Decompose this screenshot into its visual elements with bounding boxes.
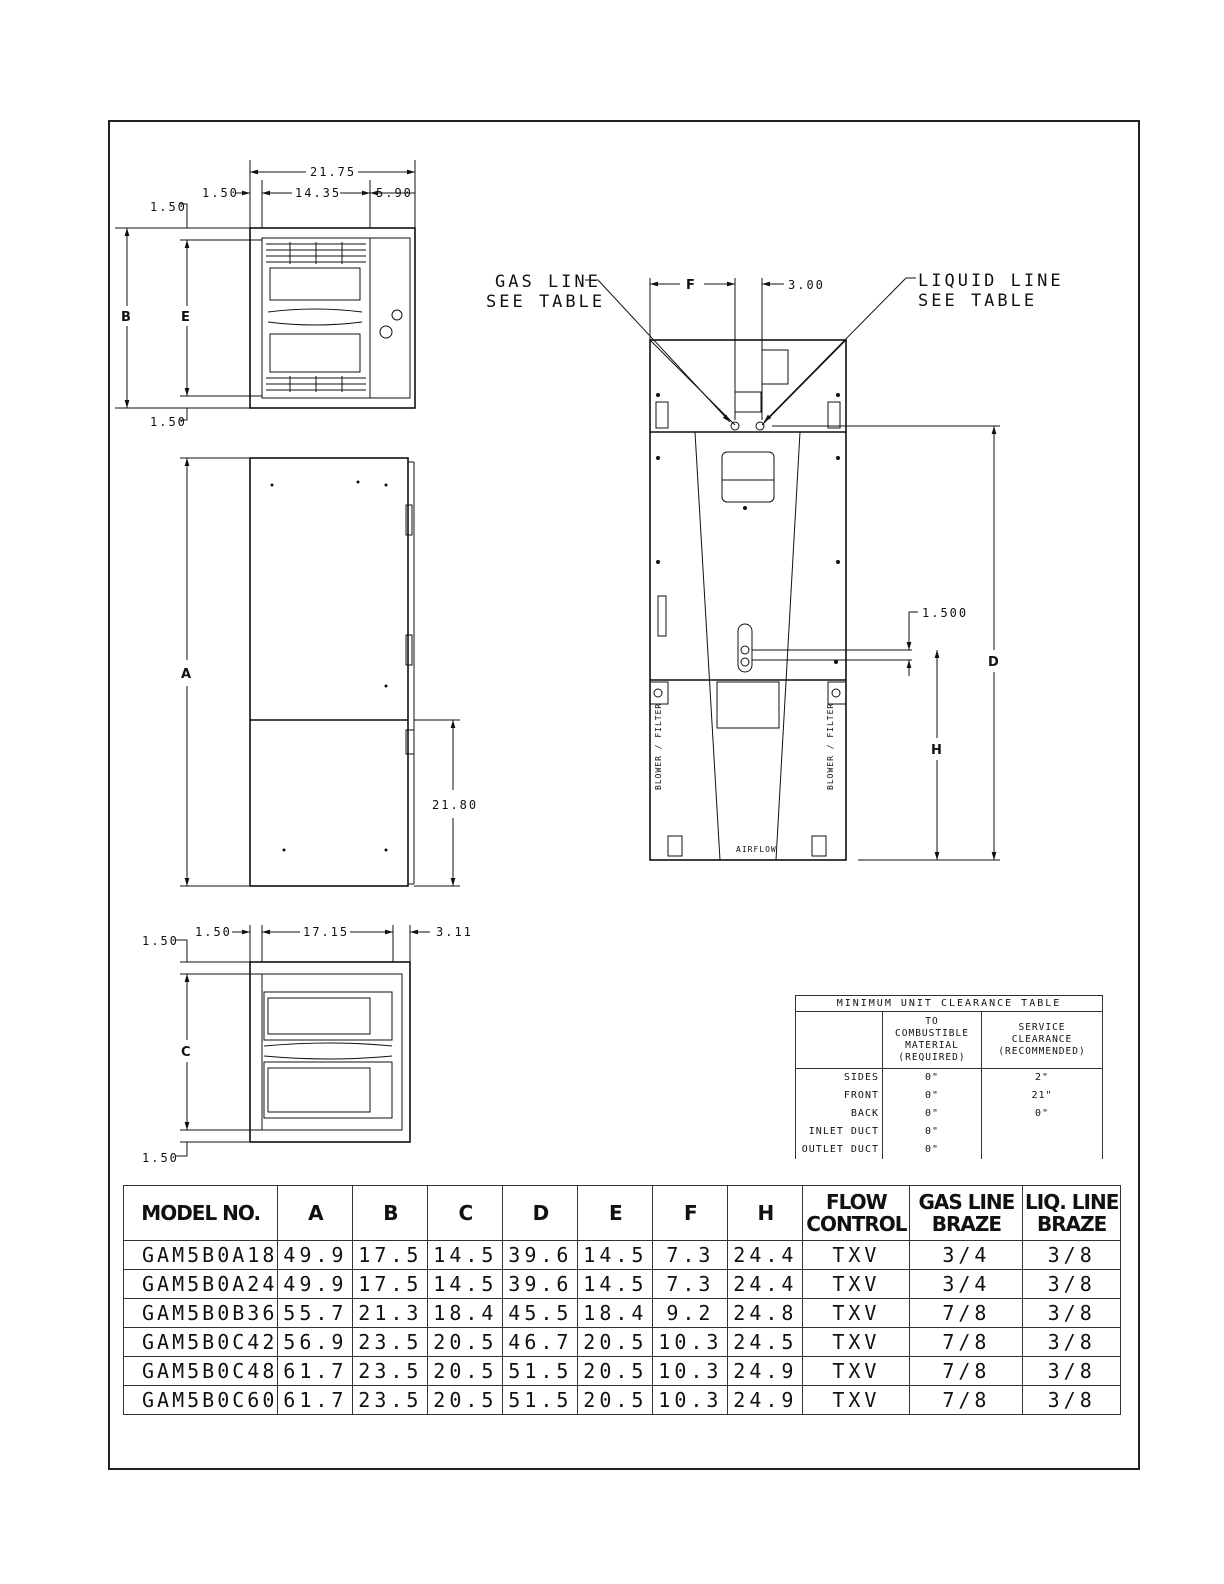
liquid-line-callout-1: LIQUID LINE — [918, 271, 1064, 291]
front-view-outline — [650, 340, 846, 860]
side-view — [180, 458, 478, 886]
gas-line-callout-1: GAS LINE — [495, 272, 601, 292]
label-e: E — [181, 310, 190, 325]
bottom-dim-mid: 17.15 — [303, 925, 350, 939]
table-row: GAM5B0C42 56.9 23.5 20.5 46.7 20.5 10.3 24.5 TXV 7/8 3/8 — [124, 1328, 1121, 1357]
dim-line-spacing: 3.00 — [788, 278, 825, 292]
dim-top-offset: 1.50 — [150, 200, 187, 214]
model-table — [123, 1185, 1121, 1415]
side-view-outline — [250, 458, 408, 886]
header-flow-control: FLOW CONTROL — [803, 1186, 910, 1241]
header-liquid-line: LIQ. LINE BRAZE — [1023, 1186, 1121, 1241]
top-view-outline — [250, 228, 415, 408]
header-d: D — [503, 1186, 578, 1241]
clearance-header-service: SERVICE CLEARANCE (RECOMMENDED) — [982, 1012, 1103, 1069]
airflow-label: AIRFLOW — [736, 845, 777, 854]
dim-mid-width: 14.35 — [295, 186, 342, 200]
table-row: GAM5B0A18 49.9 17.5 14.5 39.6 14.5 7.3 24.4 TXV 3/4 3/8 — [124, 1241, 1121, 1270]
bottom-view — [142, 925, 473, 1165]
gas-line-callout-2: SEE TABLE — [486, 292, 606, 312]
side-mark-left: BLOWER / FILTER — [654, 702, 663, 790]
header-b: B — [353, 1186, 428, 1241]
label-b: B — [121, 310, 131, 325]
header-gas-line: GAS LINE BRAZE — [910, 1186, 1023, 1241]
table-row: GAM5B0C60 61.7 23.5 20.5 51.5 20.5 10.3 24.9 TXV 7/8 3/8 — [124, 1386, 1121, 1415]
top-view — [115, 160, 415, 429]
clearance-header-blank — [796, 1012, 883, 1069]
dim-bottom-offset: 1.50 — [150, 415, 187, 429]
clearance-table — [795, 995, 1103, 1159]
table-row: GAM5B0A24 49.9 17.5 14.5 39.6 14.5 7.3 24.4 TXV 3/4 3/8 — [124, 1270, 1121, 1299]
clearance-required-values: 0" 0" 0" 0" 0" — [883, 1069, 982, 1160]
bottom-view-outline — [250, 962, 410, 1142]
bottom-dim-top-offset: 1.50 — [142, 934, 179, 948]
bottom-dim-right: 3.11 — [436, 925, 473, 939]
clearance-header-required: TO COMBUSTIBLE MATERIAL (REQUIRED) — [883, 1012, 982, 1069]
label-d: D — [988, 655, 999, 670]
dim-drain-offset: 1.500 — [922, 606, 969, 620]
header-f: F — [653, 1186, 728, 1241]
table-row: GAM5B0B36 55.7 21.3 18.4 45.5 18.4 9.2 24.8 TXV 7/8 3/8 — [124, 1299, 1121, 1328]
clearance-service-values: 2" 21" 0" — [982, 1069, 1103, 1160]
label-a: A — [181, 667, 192, 682]
liquid-line-callout-2: SEE TABLE — [918, 291, 1038, 311]
model-table-header — [124, 1186, 1121, 1241]
side-mark-right: BLOWER / FILTER — [826, 702, 835, 790]
header-c: C — [428, 1186, 503, 1241]
table-row: GAM5B0C48 61.7 23.5 20.5 51.5 20.5 10.3 24.9 TXV 7/8 3/8 — [124, 1357, 1121, 1386]
dim-right-offset: 5.90 — [376, 186, 413, 200]
dim-left-offset: 1.50 — [202, 186, 239, 200]
header-a: A — [278, 1186, 353, 1241]
dim-overall-width: 21.75 — [310, 165, 357, 179]
bottom-dim-left: 1.50 — [195, 925, 232, 939]
label-h: H — [931, 743, 942, 758]
label-c: C — [181, 1045, 191, 1060]
dim-lower-height: 21.80 — [432, 798, 479, 812]
front-view — [486, 271, 1064, 860]
clearance-title: MINIMUM UNIT CLEARANCE TABLE — [796, 996, 1103, 1012]
label-f: F — [686, 278, 695, 293]
bottom-dim-bottom-offset: 1.50 — [142, 1151, 179, 1165]
header-e: E — [578, 1186, 653, 1241]
header-h: H — [728, 1186, 803, 1241]
clearance-labels: SIDES FRONT BACK INLET DUCT OUTLET DUCT — [796, 1069, 883, 1160]
header-model: MODEL NO. — [124, 1186, 278, 1241]
